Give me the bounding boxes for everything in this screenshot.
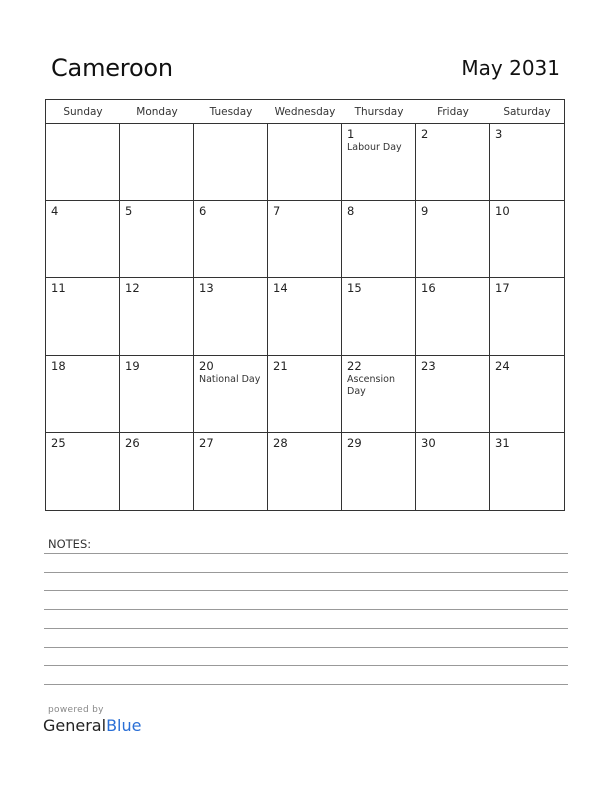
day-number: 12 xyxy=(125,281,140,296)
day-number: 19 xyxy=(125,358,140,373)
day-cell xyxy=(490,124,564,201)
weekday-header: Saturday xyxy=(503,105,551,118)
weekday-header: Tuesday xyxy=(209,105,253,118)
day-number: 20 xyxy=(199,358,214,373)
empty-day-cell xyxy=(194,124,268,201)
note-line xyxy=(44,609,568,610)
day-number: 5 xyxy=(125,204,133,219)
day-number: 9 xyxy=(421,204,429,219)
day-number: 6 xyxy=(199,204,207,219)
note-line xyxy=(44,647,568,648)
brand-name-part1: General xyxy=(43,716,107,735)
holiday-label: National Day xyxy=(199,373,261,385)
day-cell xyxy=(46,278,120,355)
notes-label: NOTES: xyxy=(48,537,92,551)
weekday-header-row xyxy=(46,100,564,124)
country-name: Cameroon xyxy=(51,54,173,82)
day-number: 14 xyxy=(273,281,288,296)
empty-day-cell xyxy=(120,124,194,201)
day-number: 2 xyxy=(421,127,429,141)
day-number: 30 xyxy=(421,435,436,450)
day-number: 4 xyxy=(51,204,59,219)
empty-day-cell xyxy=(268,124,342,201)
day-cell xyxy=(46,356,120,433)
day-cell xyxy=(490,433,564,510)
weekday-header: Wednesday xyxy=(274,105,336,118)
day-number: 28 xyxy=(273,435,288,450)
day-number: 26 xyxy=(125,435,140,450)
day-grid xyxy=(46,124,564,510)
day-cell xyxy=(268,356,342,433)
note-line xyxy=(44,628,568,629)
note-line xyxy=(44,590,568,591)
day-cell xyxy=(194,278,268,355)
day-cell xyxy=(490,278,564,355)
day-number: 22 xyxy=(347,358,362,373)
day-cell xyxy=(120,356,194,433)
day-cell xyxy=(416,124,490,201)
day-cell xyxy=(268,201,342,278)
day-cell xyxy=(268,433,342,510)
day-number: 23 xyxy=(421,358,436,373)
note-line xyxy=(44,684,568,685)
holiday-label: Labour Day xyxy=(347,142,402,153)
holiday-label: Ascension Day xyxy=(347,373,395,397)
day-cell xyxy=(416,356,490,433)
day-cell xyxy=(46,433,120,510)
brand-name-part2: Blue xyxy=(106,716,142,735)
day-number: 29 xyxy=(347,435,362,450)
day-cell xyxy=(120,278,194,355)
day-cell xyxy=(342,124,416,201)
day-number: 17 xyxy=(495,281,510,296)
day-cell xyxy=(342,201,416,278)
day-number: 11 xyxy=(51,281,66,296)
day-cell xyxy=(342,356,416,433)
day-number: 25 xyxy=(51,435,66,450)
empty-day-cell xyxy=(46,124,120,201)
note-line xyxy=(44,665,568,666)
weekday-header: Monday xyxy=(136,105,178,118)
day-number: 8 xyxy=(347,204,355,219)
day-cell xyxy=(268,278,342,355)
day-cell xyxy=(120,433,194,510)
day-cell xyxy=(194,201,268,278)
weekday-header: Friday xyxy=(437,105,469,118)
day-number: 27 xyxy=(199,435,214,450)
day-number: 16 xyxy=(421,281,436,296)
powered-by-text: powered by xyxy=(48,705,104,715)
weekday-header: Sunday xyxy=(63,105,103,118)
day-cell xyxy=(120,201,194,278)
month-year: May 2031 xyxy=(461,56,560,80)
day-cell xyxy=(194,433,268,510)
note-line xyxy=(44,553,568,554)
day-number: 15 xyxy=(347,281,362,296)
day-number: 18 xyxy=(51,358,66,373)
day-number: 13 xyxy=(199,281,214,296)
weekday-header: Thursday xyxy=(354,105,404,118)
day-cell xyxy=(342,433,416,510)
note-line xyxy=(44,572,568,573)
calendar-table xyxy=(45,99,565,511)
day-number: 7 xyxy=(273,204,281,219)
day-number: 24 xyxy=(495,358,510,373)
day-number: 3 xyxy=(495,127,503,141)
day-cell xyxy=(490,356,564,433)
day-cell xyxy=(416,433,490,510)
day-cell xyxy=(416,201,490,278)
day-cell xyxy=(342,278,416,355)
day-number: 31 xyxy=(495,435,510,450)
day-cell xyxy=(416,278,490,355)
day-cell xyxy=(490,201,564,278)
day-cell xyxy=(194,356,268,433)
day-number: 10 xyxy=(495,204,510,219)
day-cell xyxy=(46,201,120,278)
brand-logo[interactable] xyxy=(43,716,141,735)
day-number: 21 xyxy=(273,358,288,373)
day-number: 1 xyxy=(347,127,355,141)
